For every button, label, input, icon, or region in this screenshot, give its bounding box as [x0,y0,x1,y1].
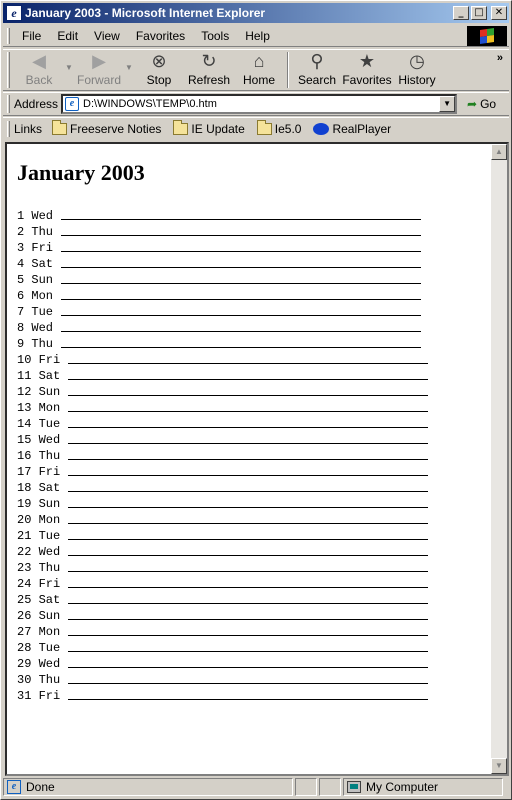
day-row [17,208,487,224]
day-entry-line [68,416,428,428]
status-text-pane [3,778,293,796]
day-label: 28 Tue [17,641,61,655]
day-row [17,688,487,704]
links-bar [3,117,509,139]
windows-flag-icon [480,28,494,44]
day-entry-line [61,320,421,332]
day-row [17,672,487,688]
go-label: Go [480,97,497,111]
day-label: 15 Wed [17,433,61,447]
day-row [17,624,487,640]
link-ie50[interactable] [257,122,302,136]
day-entry-line [68,592,428,604]
day-row [17,368,487,384]
browser-viewport [5,142,509,776]
day-entry-line [61,208,421,220]
day-entry-line [68,432,428,444]
status-bar [3,777,509,797]
day-row [17,576,487,592]
toolbar-separator [287,52,289,88]
page-heading: January 2003 [17,160,145,185]
stop-button[interactable] [134,50,184,90]
favorites-label: Favorites [342,73,392,87]
back-dropdown-icon[interactable]: ▼ [65,62,73,72]
day-entry-line [61,336,421,348]
day-entry-line [68,400,428,412]
link-freeserve-noties[interactable] [52,122,161,136]
day-list [17,208,487,704]
close-button[interactable]: ✕ [491,6,507,20]
day-label: 2 Thu [17,225,54,239]
day-label: 14 Tue [17,417,61,431]
folder-icon [52,123,67,135]
day-label: 6 Mon [17,289,54,303]
day-label: 3 Fri [17,241,54,255]
day-label: 8 Wed [17,321,54,335]
day-row [17,640,487,656]
history-button[interactable] [392,50,442,90]
forward-label: Forward [76,73,121,87]
my-computer-icon [347,781,361,793]
day-label: 4 Sat [17,257,54,271]
back-label: Back [25,73,53,87]
refresh-button[interactable] [184,50,234,90]
day-label: 21 Tue [17,529,61,543]
day-label: 20 Mon [17,513,61,527]
day-entry-line [68,672,428,684]
links-label: Links [14,121,43,136]
day-row [17,256,487,272]
day-row [17,320,487,336]
day-entry-line [68,576,428,588]
history-icon: ◷ [409,51,425,71]
day-entry-line [68,640,428,652]
day-entry-line [68,528,428,540]
day-row [17,512,487,528]
day-row [17,288,487,304]
day-entry-line [61,224,421,236]
ie-page-icon[interactable]: e [6,5,22,21]
day-label: 10 Fri [17,353,61,367]
day-row [17,432,487,448]
day-entry-line [61,256,421,268]
search-icon: ⚲ [310,51,324,71]
day-label: 23 Thu [17,561,61,575]
day-row [17,304,487,320]
window-title: January 2003 - Microsoft Internet Explorer [25,6,266,20]
realplayer-icon [313,123,329,135]
back-arrow-icon: ◀ [32,51,46,71]
home-button[interactable] [234,50,284,90]
page-content [7,144,491,774]
day-entry-line [68,496,428,508]
zone-pane [343,778,503,796]
day-row [17,416,487,432]
search-button[interactable] [292,50,342,90]
day-entry-line [68,688,428,700]
menu-file[interactable]: File [22,28,42,43]
status-pane-empty [319,778,341,796]
back-button[interactable] [14,50,64,90]
title-bar[interactable] [3,3,509,23]
page-icon: e [65,97,79,111]
windows-logo-throbber [467,26,507,46]
history-label: History [398,73,436,87]
day-entry-line [68,560,428,572]
day-row [17,224,487,240]
standard-toolbar [3,49,509,91]
menu-tools[interactable]: Tools [201,28,230,43]
go-arrow-icon: ➦ [467,97,478,111]
day-entry-line [68,512,428,524]
day-row [17,448,487,464]
favorites-icon: ★ [358,51,376,71]
day-row [17,240,487,256]
day-entry-line [68,464,428,476]
day-label: 9 Thu [17,337,54,351]
forward-dropdown-icon[interactable]: ▼ [125,62,133,72]
day-entry-line [61,272,421,284]
day-row [17,528,487,544]
menu-view[interactable]: View [94,28,120,43]
toolbar-more-chevron[interactable]: » [496,52,503,64]
day-row [17,480,487,496]
day-row [17,496,487,512]
menu-favorites[interactable]: Favorites [135,28,186,43]
day-row [17,464,487,480]
favorites-button[interactable] [342,50,392,90]
day-label: 13 Mon [17,401,61,415]
link-label: Freeserve Noties [70,121,162,136]
day-entry-line [61,240,421,252]
day-row [17,560,487,576]
day-entry-line [68,480,428,492]
stop-icon: ⊗ [151,51,167,71]
scroll-up-button[interactable]: ▲ [491,144,507,160]
link-realplayer[interactable] [313,122,391,136]
day-row [17,272,487,288]
forward-button[interactable] [74,50,124,90]
day-label: 1 Wed [17,209,54,223]
search-label: Search [297,73,337,87]
home-label: Home [242,73,275,87]
day-label: 7 Tue [17,305,54,319]
menu-help[interactable]: Help [245,28,270,43]
day-label: 18 Sat [17,481,61,495]
folder-icon [257,123,272,135]
day-entry-line [68,448,428,460]
day-row [17,608,487,624]
day-label: 25 Sat [17,593,61,607]
day-label: 30 Thu [17,673,61,687]
linksbar-grip[interactable] [7,121,10,137]
status-text: Done [26,780,55,794]
day-label: 29 Wed [17,657,61,671]
menubar-grip[interactable] [7,28,10,44]
day-label: 17 Fri [17,465,61,479]
link-label: IE Update [191,121,245,136]
link-label: RealPlayer [332,121,392,136]
day-row [17,352,487,368]
address-label: Address [14,97,59,111]
day-label: 19 Sun [17,497,61,511]
refresh-label: Refresh [187,73,231,87]
day-entry-line [68,368,428,380]
toolbar-grip[interactable] [7,52,10,88]
go-button[interactable] [467,97,496,111]
page-status-icon: e [7,780,21,794]
home-icon: ⌂ [253,51,265,71]
vertical-scrollbar[interactable] [491,144,507,774]
day-label: 31 Fri [17,689,61,703]
link-label: Ie5.0 [274,121,302,136]
day-row [17,336,487,352]
zone-text: My Computer [366,780,439,794]
day-entry-line [61,304,421,316]
day-entry-line [68,608,428,620]
menu-bar [3,25,509,47]
maximize-button[interactable]: □ [471,6,487,20]
day-row [17,384,487,400]
day-row [17,592,487,608]
day-label: 12 Sun [17,385,61,399]
minimize-button[interactable]: _ [453,6,469,20]
scroll-down-button[interactable]: ▼ [491,758,507,774]
day-row [17,544,487,560]
day-label: 24 Fri [17,577,61,591]
address-dropdown-icon[interactable]: ▼ [439,96,455,112]
day-entry-line [68,352,428,364]
day-entry-line [68,384,428,396]
day-entry-line [68,544,428,556]
address-value[interactable]: D:\WINDOWS\TEMP\0.htm [83,98,217,110]
day-label: 27 Mon [17,625,61,639]
day-entry-line [61,288,421,300]
forward-arrow-icon: ▶ [92,51,106,71]
addressbar-grip[interactable] [7,95,10,113]
day-label: 5 Sun [17,273,54,287]
refresh-icon: ↻ [201,51,217,71]
address-bar [3,92,509,116]
day-entry-line [68,656,428,668]
day-label: 16 Thu [17,449,61,463]
day-entry-line [68,624,428,636]
address-input[interactable] [61,94,457,114]
menu-edit[interactable]: Edit [57,28,79,43]
day-row [17,400,487,416]
day-label: 22 Wed [17,545,61,559]
folder-icon [173,123,188,135]
link-ie-update[interactable] [173,122,244,136]
day-label: 11 Sat [17,369,61,383]
day-row [17,656,487,672]
day-label: 26 Sun [17,609,61,623]
stop-label: Stop [146,73,172,87]
status-pane-empty [295,778,317,796]
